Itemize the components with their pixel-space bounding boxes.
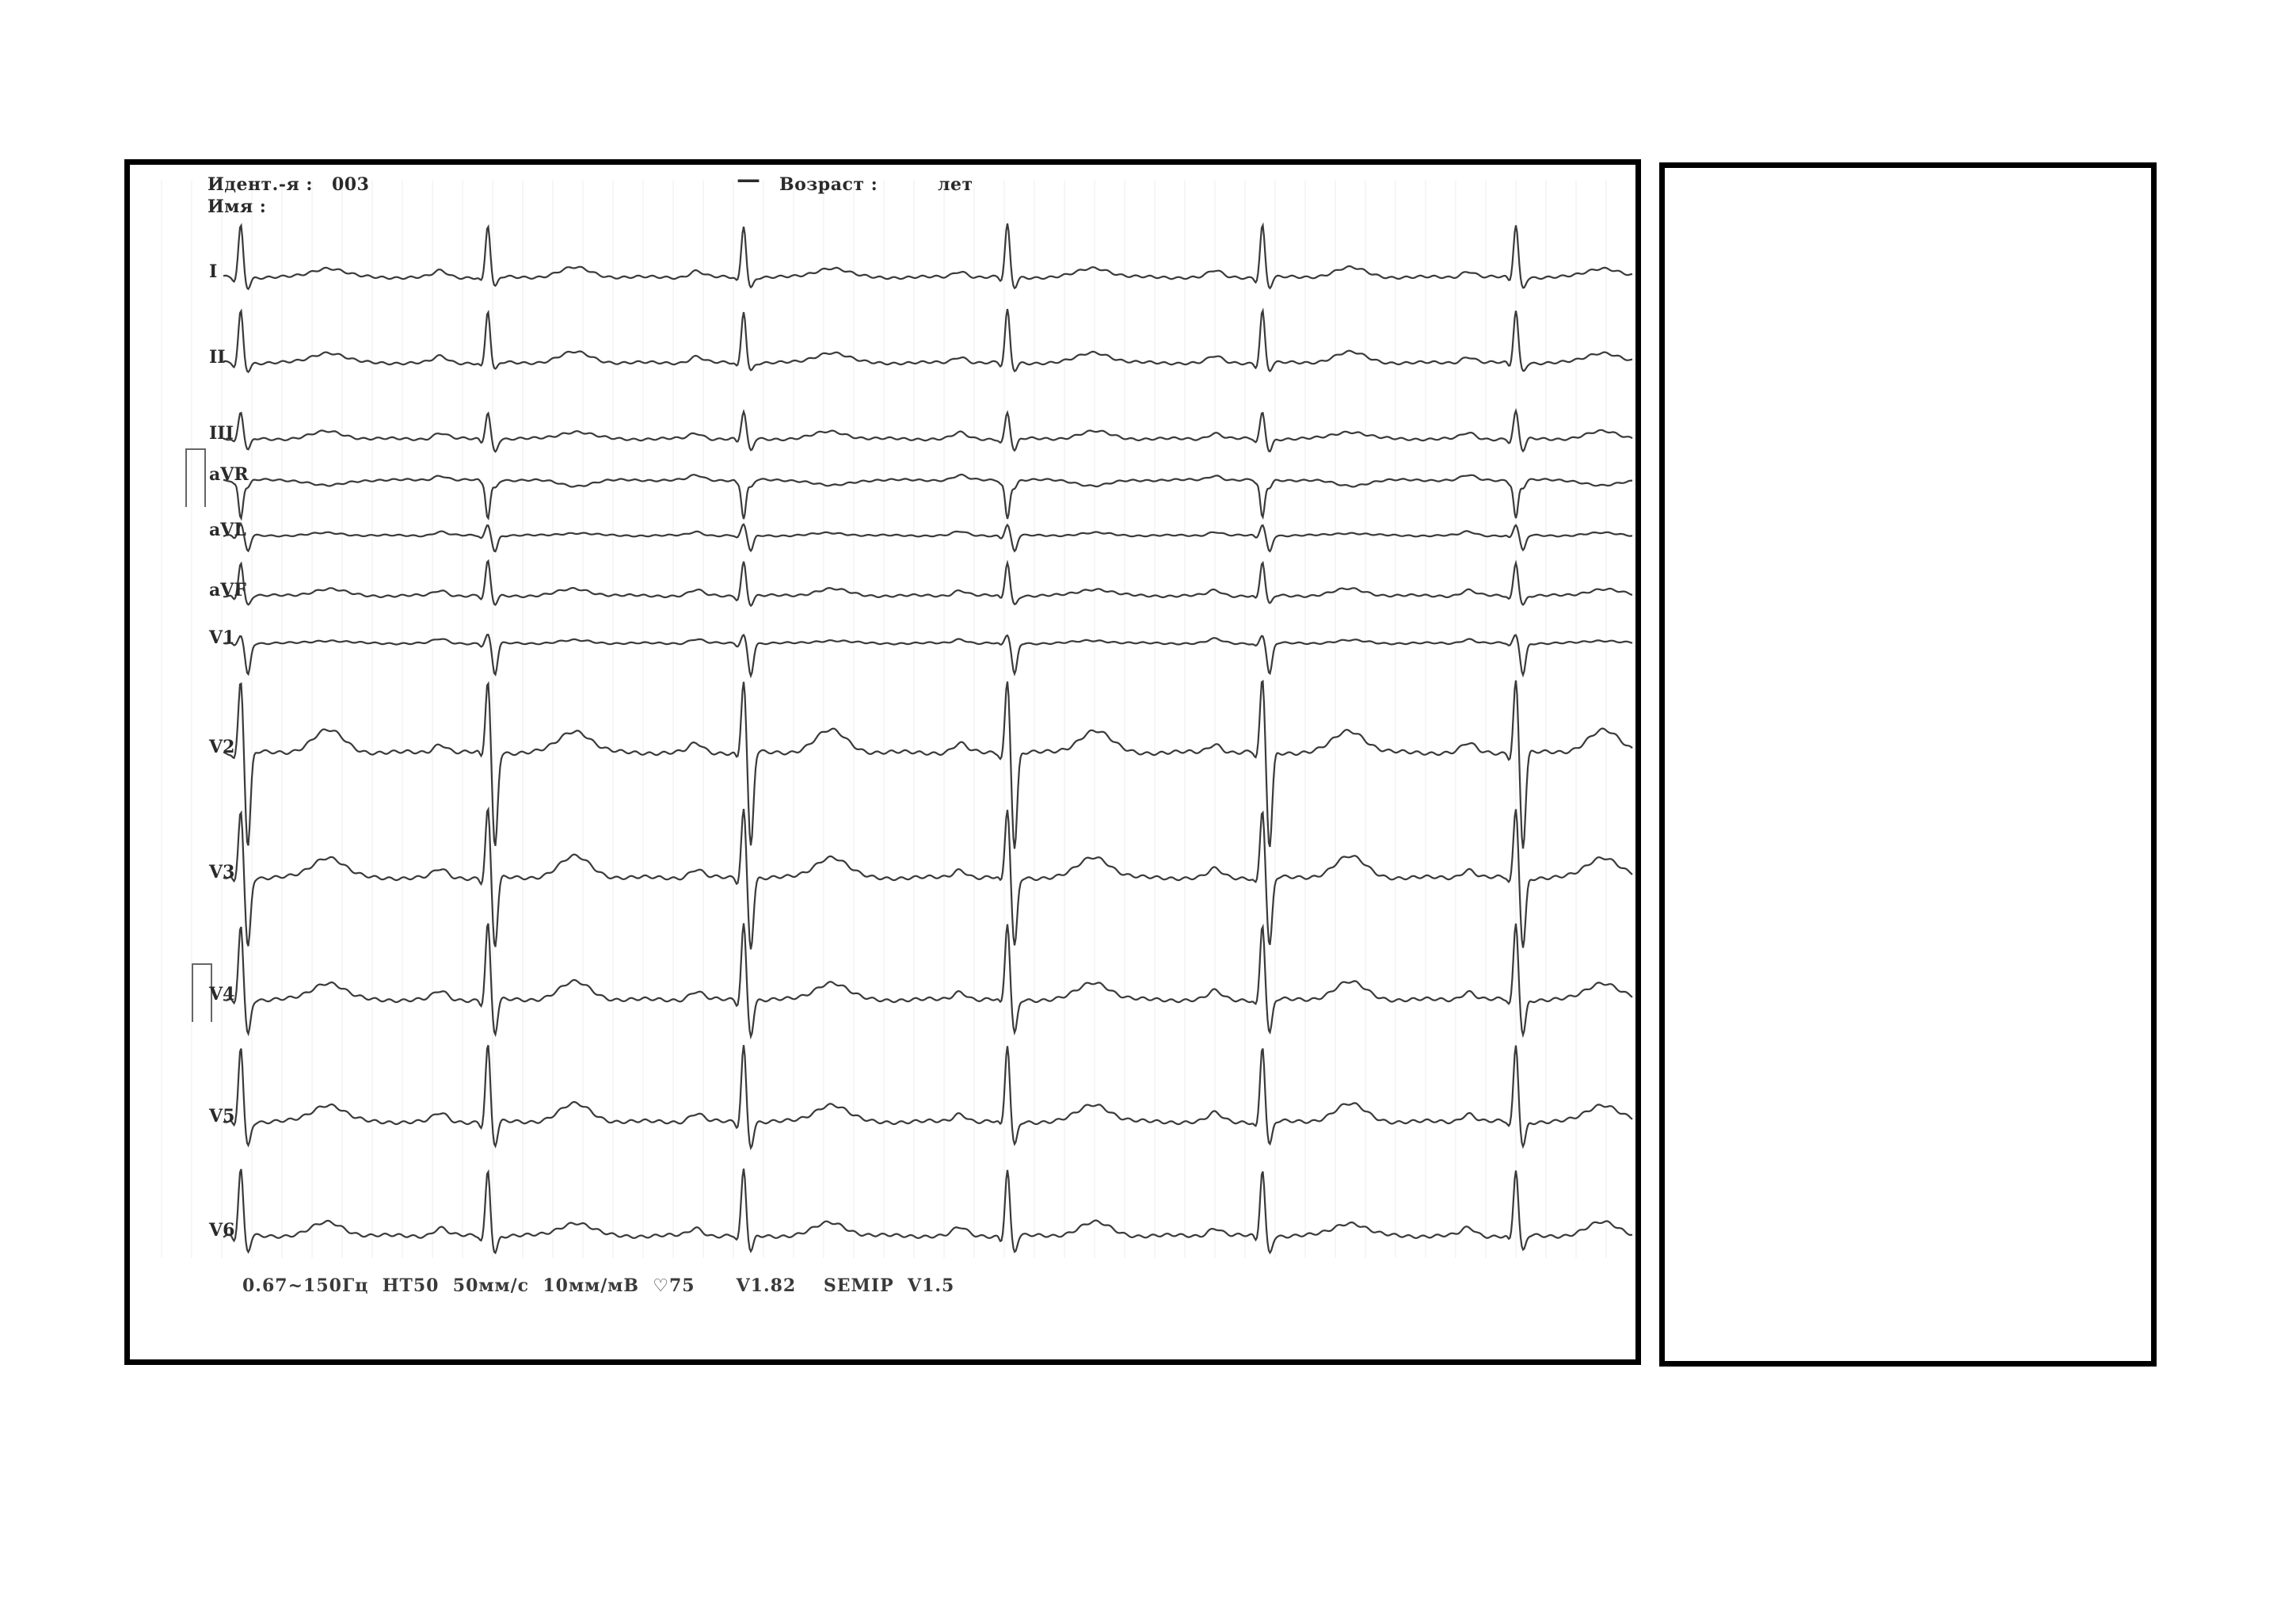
age-label: Возраст :	[779, 174, 878, 195]
calibration-pulse-limb	[185, 448, 206, 507]
ecg-traces	[130, 165, 1635, 1359]
trace-avl	[223, 524, 1632, 551]
trace-v3	[223, 809, 1632, 949]
trace-avr	[223, 475, 1632, 519]
name-label: Имя :	[208, 196, 267, 217]
recording-settings: 0.67~150Гц НТ50 50мм/с 10мм/мВ ♡75 V1.82 SEMIP V1.5	[242, 1275, 955, 1296]
ecg-printout	[124, 159, 1641, 1365]
lead-label-v1: V1	[209, 627, 235, 648]
trace-i	[223, 223, 1632, 289]
lead-label-v2: V2	[209, 737, 235, 757]
lead-label-v3: V3	[209, 862, 235, 883]
blank-answer-box	[1659, 162, 2157, 1367]
lead-label-avr: aVR	[209, 464, 249, 485]
lead-label-ii: II	[209, 347, 226, 368]
trace-v4	[223, 924, 1632, 1037]
trace-iii	[223, 411, 1632, 452]
lead-label-v4: V4	[209, 984, 235, 1005]
lead-label-v6: V6	[209, 1220, 235, 1241]
lead-label-avl: aVL	[209, 520, 246, 540]
age-unit: лет	[938, 174, 973, 195]
trace-avf	[223, 561, 1632, 605]
lead-label-i: I	[209, 261, 218, 282]
trace-v6	[223, 1168, 1632, 1252]
id-label: Идент.-я :	[208, 174, 314, 195]
lead-label-v5: V5	[209, 1106, 235, 1127]
id-value: 003	[332, 174, 370, 195]
trace-ii	[223, 309, 1632, 372]
trace-v5	[223, 1045, 1632, 1148]
lead-label-iii: III	[209, 423, 234, 444]
trace-v2	[223, 680, 1632, 849]
age-separator: —	[737, 166, 761, 193]
lead-label-avf: aVF	[209, 580, 246, 600]
trace-v1	[223, 635, 1632, 676]
